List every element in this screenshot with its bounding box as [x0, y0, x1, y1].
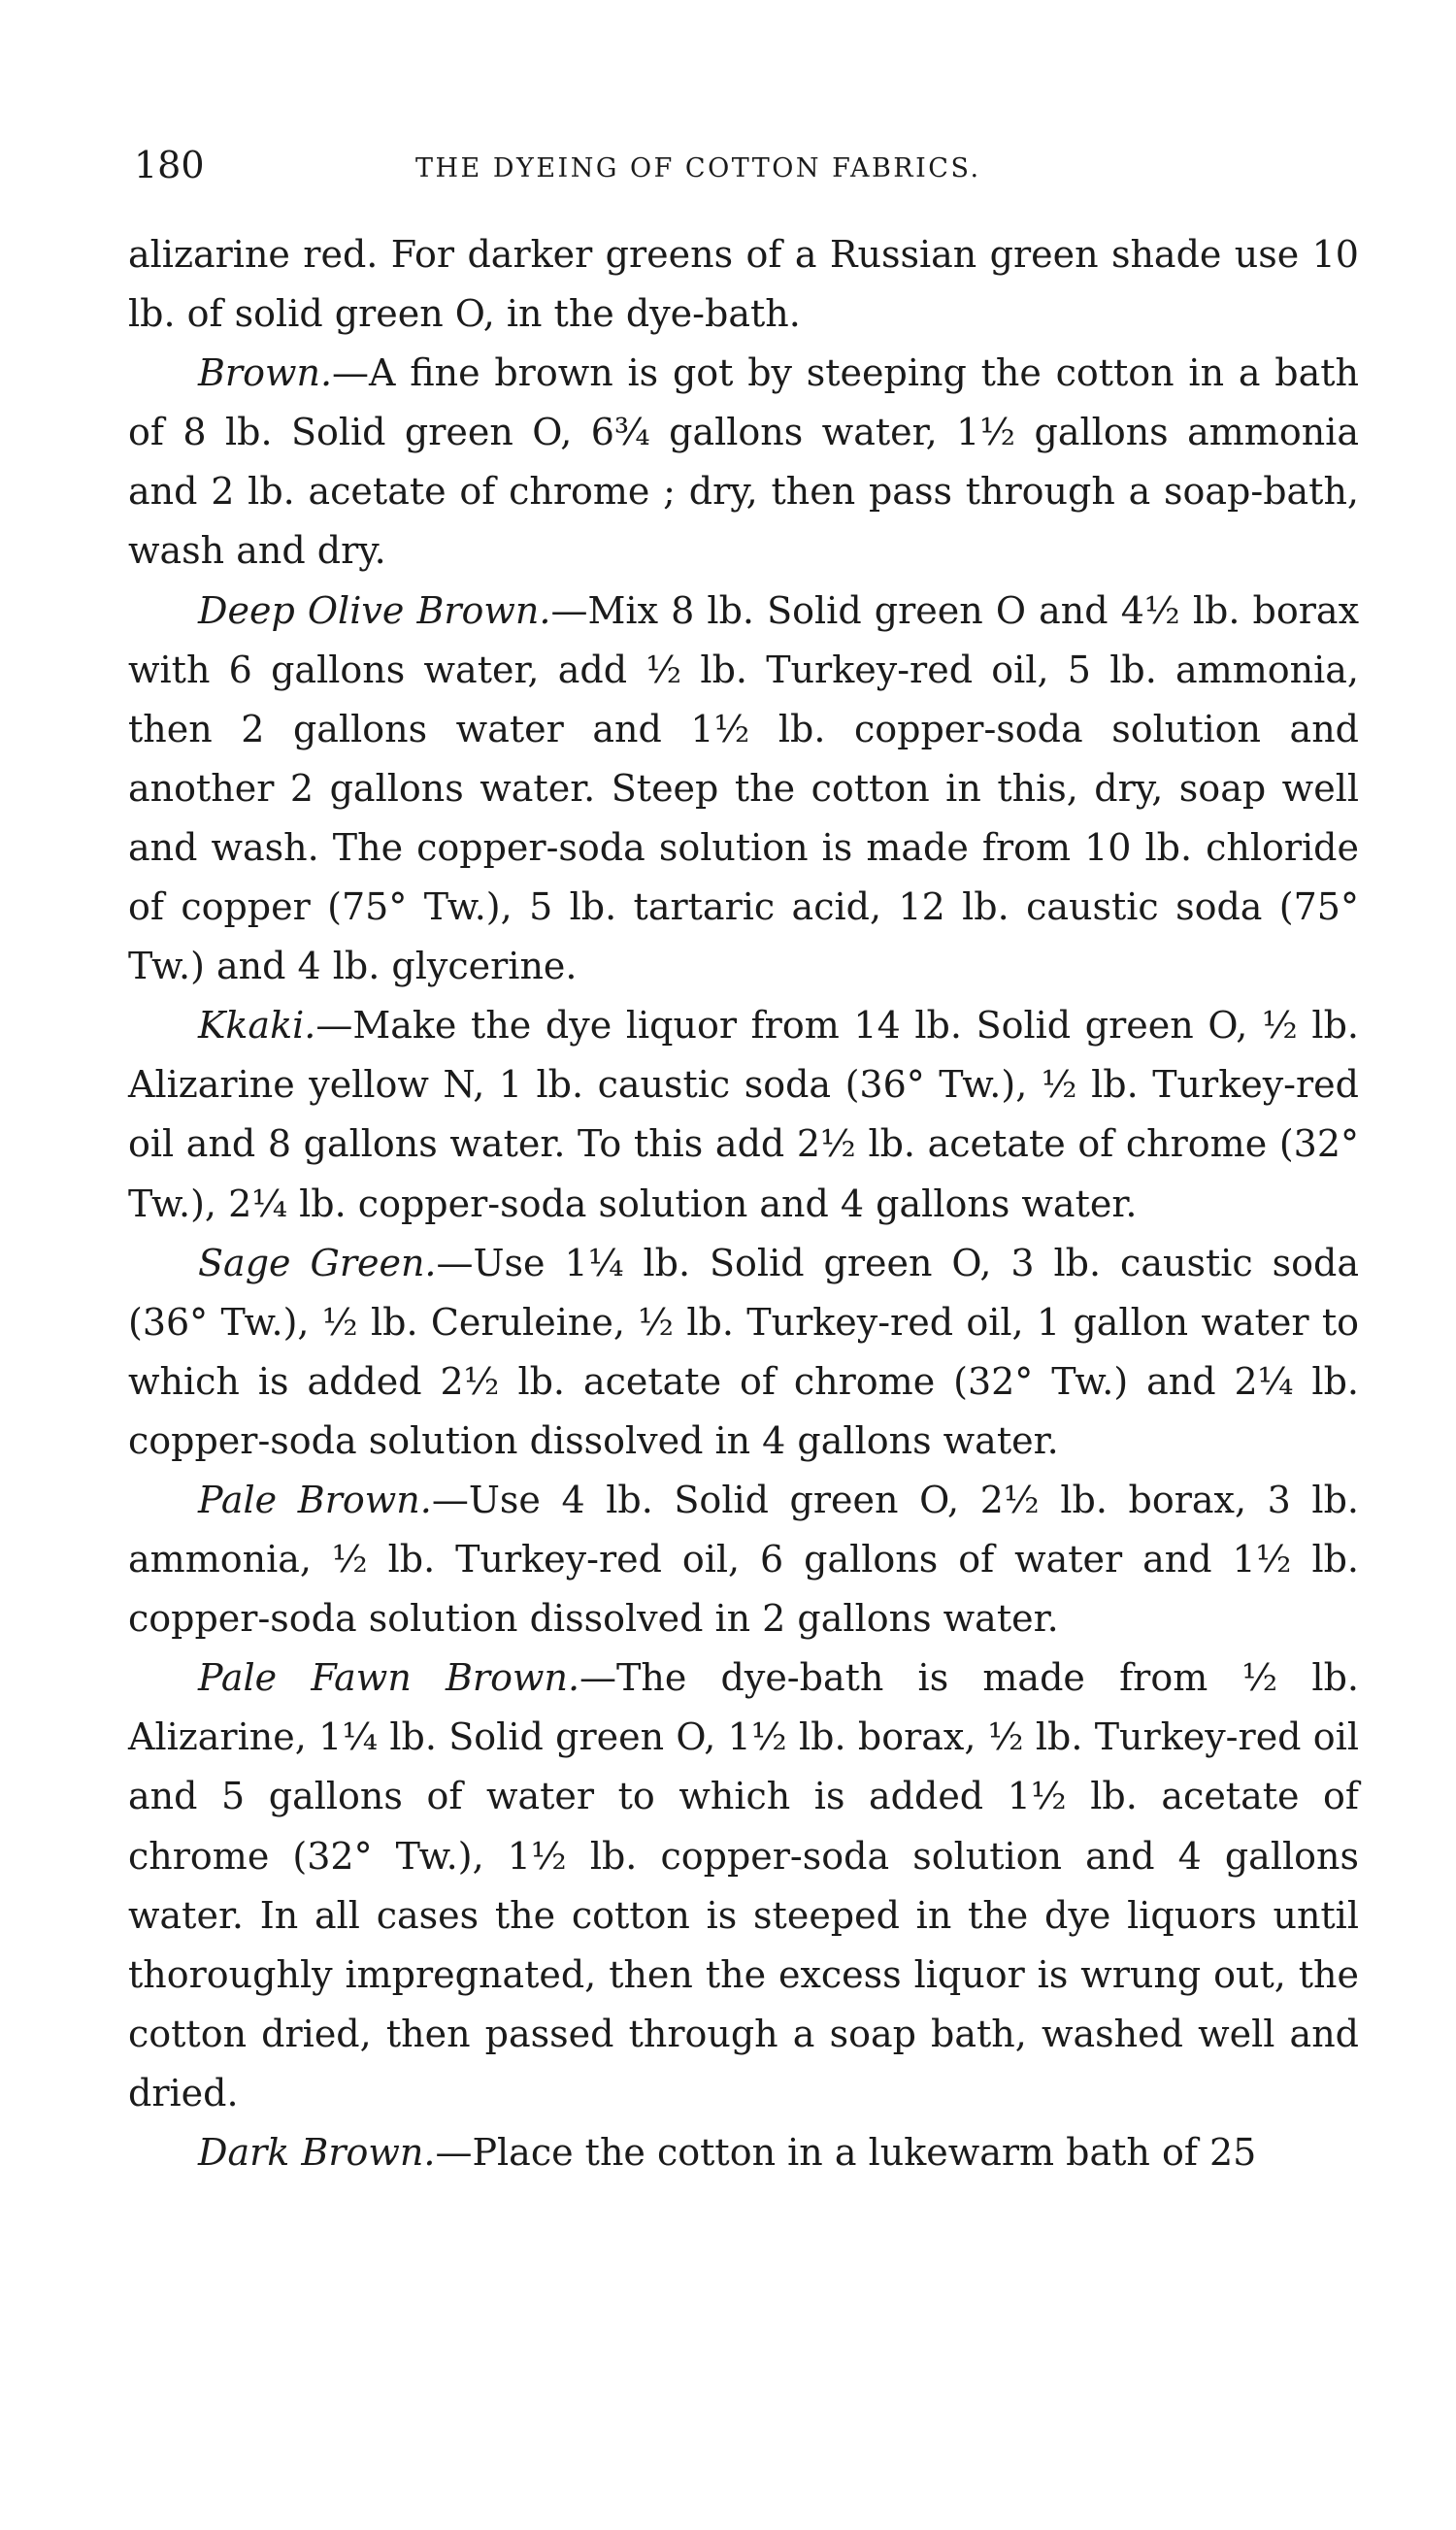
- paragraph-heading: Pale Fawn Brown.: [198, 1656, 580, 1700]
- paragraph-text: —Use 4 lb. Solid green O, 2½ lb. borax, 3 lb. ammonia, ½ lb. Turkey-red oil, 6 gallons of water and 1½ lb. copper-soda solution dissolved in 2 gallons water.: [128, 1478, 1359, 1641]
- paragraph-sage-green: [128, 1234, 1359, 1471]
- paragraph-text: —Make the dye liquor from 14 lb. Solid green O, ½ lb. Alizarine yellow N, 1 lb. caustic soda (36° Tw.), ½ lb. Turkey-red oil and 8 gallons water. To this add 2½ lb. acetate of chrome (32° Tw.), 2¼ lb. copper-soda solution and 4 gallons water.: [128, 1004, 1359, 1225]
- page-header: [134, 136, 1362, 194]
- paragraph-text: alizarine red. For darker greens of a Russian green shade use 10 lb. of solid green O, in the dye-bath.: [128, 233, 1359, 336]
- paragraph-text: —The dye-bath is made from ½ lb. Alizarine, 1¼ lb. Solid green O, 1½ lb. borax, ½ lb. Turkey-red oil and 5 gallons of water to which is added 1½ lb. acetate of chrome (32° Tw.), 1½ lb. copper-soda solution and 4 gallons water. In all cases the cotton is steeped in the dye liquors until thoroughly impregnated, then the excess liquor is wrung out, the cotton dried, then passed through a soap bath, washed well and dried.: [128, 1656, 1359, 2114]
- paragraph-heading: Kkaki.: [198, 1004, 316, 1048]
- paragraph-kkaki: [128, 996, 1359, 1233]
- body-text: [128, 225, 1359, 2182]
- paragraph-pale-fawn-brown: [128, 1648, 1359, 2123]
- paragraph-text: —Mix 8 lb. Solid green O and 4½ lb. borax with 6 gallons water, add ½ lb. Turkey-red oil, 5 lb. ammonia, then 2 gallons water and 1½ lb. copper-soda solution and another 2 gallons water. Steep the cotton in this, dry, soap well and wash. The copper-soda solution is made from 10 lb. chloride of copper (75° Tw.), 5 lb. tartaric acid, 12 lb. caustic soda (75° Tw.) and 4 lb. glycerine.: [128, 588, 1359, 988]
- paragraph-dark-brown: [128, 2123, 1359, 2182]
- paragraph-deep-olive-brown: [128, 582, 1359, 997]
- paragraph-text: —A fine brown is got by steeping the cotton in a bath of 8 lb. Solid green O, 6¾ gallons water, 1½ gallons ammonia and 2 lb. acetate of chrome ; dry, then pass through a soap-bath, wash and dry.: [128, 351, 1359, 573]
- paragraph-heading: Brown.: [198, 351, 333, 395]
- paragraph-text: —Place the cotton in a lukewarm bath of 25: [435, 2131, 1257, 2174]
- paragraph-heading: Sage Green.: [198, 1241, 437, 1284]
- paragraph-heading: Pale Brown.: [198, 1478, 432, 1521]
- paragraph-continuation: [128, 225, 1359, 344]
- paragraph-text: —Use 1¼ lb. Solid green O, 3 lb. caustic soda (36° Tw.), ½ lb. Ceruleine, ½ lb. Turkey-red oil, 1 gallon water to which is added 2½ lb. acetate of chrome (32° Tw.) and 2¼ lb. copper-soda solution dissolved in 4 gallons water.: [128, 1241, 1359, 1462]
- page-number: 180: [134, 144, 205, 186]
- paragraph-heading: Dark Brown.: [198, 2131, 436, 2174]
- paragraph-pale-brown: [128, 1471, 1359, 1648]
- paragraph-heading: Deep Olive Brown.: [198, 588, 551, 632]
- running-title: THE DYEING OF COTTON FABRICS.: [415, 153, 981, 183]
- paragraph-brown: [128, 344, 1359, 581]
